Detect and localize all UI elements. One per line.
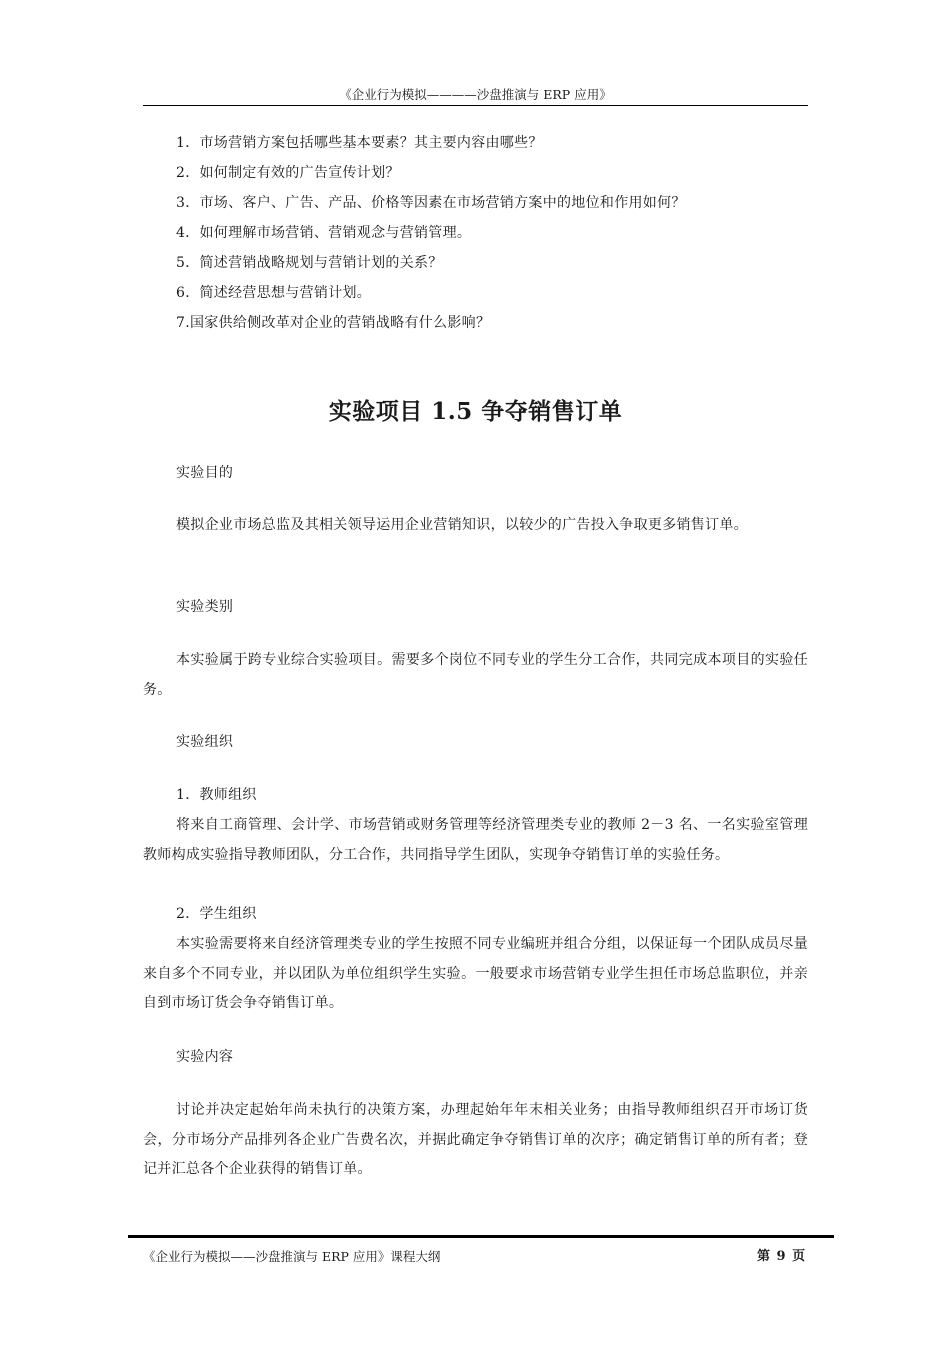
header-rule (143, 105, 808, 106)
question-list (176, 128, 686, 338)
content-paragraph: 讨论并决定起始年尚未执行的决策方案，办理起始年年末相关业务；由指导教师组织召开市场订货会，分市场分产品排列各企业广告费名次，并据此确定争夺销售订单的次序；确定销售订单的所有者；登记并汇总各个企业获得的销售订单。 (143, 1102, 808, 1177)
organization-heading: 实验组织 (176, 734, 234, 750)
purpose-heading: 实验目的 (176, 465, 234, 481)
purpose-paragraph: 模拟企业市场总监及其相关领导运用企业营销知识，以较少的广告投入争取更多销售订单。 (176, 517, 748, 533)
category-heading: 实验类别 (176, 599, 234, 615)
student-org-heading: 2．学生组织 (176, 906, 257, 922)
footer-rule (128, 1235, 834, 1238)
section-title: 实验项目 1.5 争夺销售订单 (328, 398, 623, 425)
running-header: 《企业行为模拟————沙盘推演与 ERP 应用》 (339, 87, 612, 102)
category-paragraph: 本实验属于跨专业综合实验项目。需要多个岗位不同专业的学生分工合作，共同完成本项目的实验任务。 (143, 652, 808, 698)
question-item: 7.国家供给侧改革对企业的营销战略有什么影响？ (176, 315, 491, 331)
question-item: 5．简述营销战略规划与营销计划的关系？ (176, 255, 443, 271)
page-number: 第 9 页 (757, 1249, 806, 1264)
teacher-org-paragraph: 将来自工商管理、会计学、市场营销或财务管理等经济管理类专业的教师 2－3 名、一名实验室管理教师构成实验指导教师团队，分工合作，共同指导学生团队，实现争夺销售订单的实验任务。 (143, 817, 808, 863)
student-org-paragraph: 本实验需要将来自经济管理类专业的学生按照不同专业编班并组合分组，以保证每一个团队成员尽量来自多个不同专业，并以团队为单位组织学生实验。一般要求市场营销专业学生担任市场总监职位，并亲自到市场订货会争夺销售订单。 (143, 936, 808, 1011)
question-item: 3．市场、客户、广告、产品、价格等因素在市场营销方案中的地位和作用如何？ (176, 195, 686, 211)
teacher-org-heading: 1．教师组织 (176, 787, 257, 803)
question-item: 2．如何制定有效的广告宣传计划？ (176, 165, 400, 181)
footer-course-title: 《企业行为模拟——沙盘推演与 ERP 应用》课程大纲 (143, 1249, 441, 1264)
question-item: 4．如何理解市场营销、营销观念与营销管理。 (176, 225, 472, 241)
question-item: 6．简述经营思想与营销计划。 (176, 285, 372, 301)
content-heading: 实验内容 (176, 1049, 234, 1065)
question-item: 1．市场营销方案包括哪些基本要素？其主要内容由哪些？ (176, 135, 543, 151)
